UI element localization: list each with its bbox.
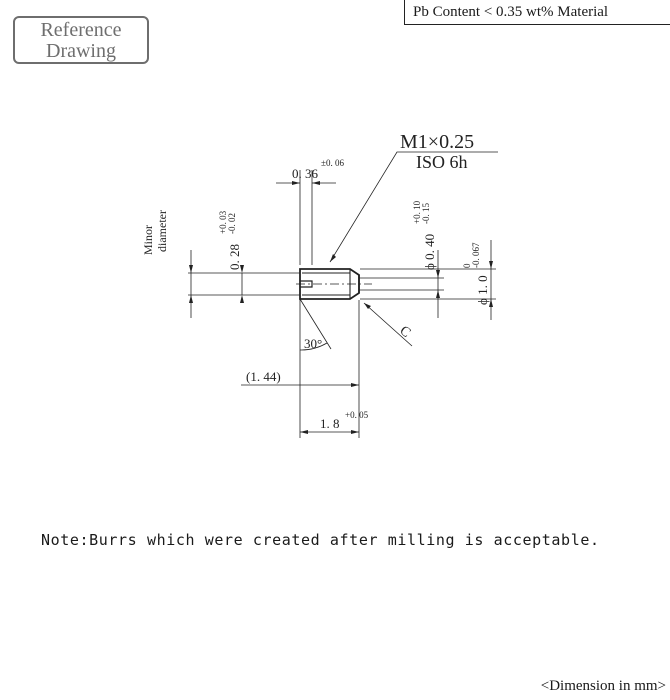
- minor-diameter-label-1: Minor: [141, 225, 155, 255]
- angle-label: 30°: [304, 336, 323, 351]
- minor-diameter-value: 0. 28: [227, 244, 242, 270]
- chamfer-label: C: [396, 323, 414, 341]
- stamp-line-2: Drawing: [46, 40, 116, 62]
- point-diameter-tol-upper: +0. 10: [412, 200, 422, 224]
- stamp-line-1: Reference: [40, 19, 122, 41]
- dimension-units: <Dimension in mm>: [540, 678, 666, 694]
- minor-diameter-tol-upper: +0. 03: [218, 210, 228, 234]
- point-diameter-tol-lower: -0. 15: [421, 203, 431, 224]
- slot-width-tol: ±0. 06: [321, 158, 344, 168]
- ref-length-value: (1. 44): [246, 369, 281, 384]
- outer-diameter-value: ϕ 1. 0: [475, 275, 490, 305]
- slot-width-value: 0. 36: [292, 166, 318, 181]
- length-tol: +0. 05: [345, 410, 369, 420]
- outer-diameter-tol-upper: 0: [462, 263, 472, 268]
- thread-tolerance: ISO 6h: [416, 152, 468, 172]
- minor-diameter-tol-lower: -0. 02: [227, 213, 237, 234]
- material-note: Pb Content < 0.35 wt% Material: [404, 0, 670, 25]
- length-value: 1. 8: [320, 416, 340, 431]
- thread-spec: M1×0.25: [400, 131, 475, 153]
- minor-diameter-label-2: diameter: [155, 210, 169, 252]
- point-diameter-value: ϕ 0. 40: [422, 233, 437, 270]
- burr-note: Note:Burrs which were created after milling is acceptable.: [41, 531, 600, 549]
- outer-diameter-tol-lower: -0. 067: [471, 242, 481, 268]
